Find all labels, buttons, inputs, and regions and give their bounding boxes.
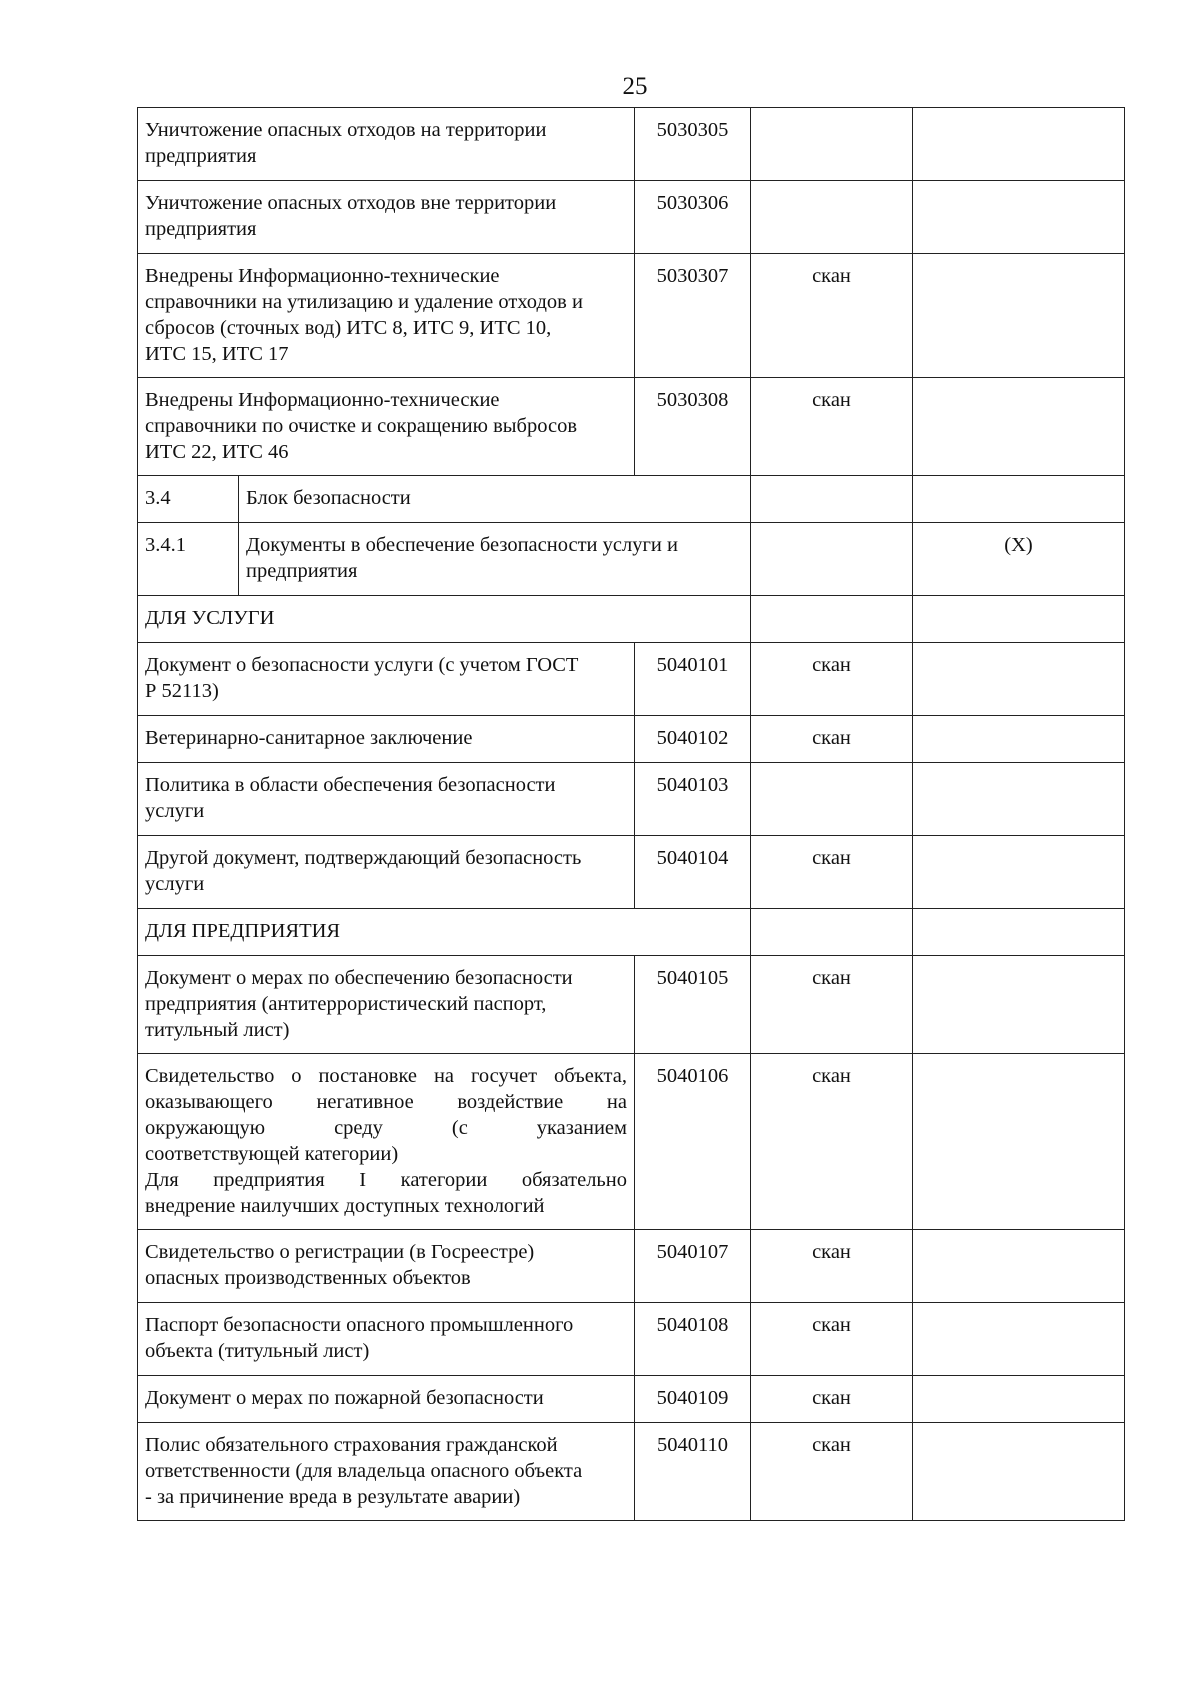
table-row [138,763,1125,836]
row-mark [913,1230,1125,1303]
row-doc-type: скан [751,378,913,476]
row-mark [913,1423,1125,1521]
section-title: Блок безопасности [239,476,751,523]
table-row [138,378,1125,476]
row-doc-type: скан [751,1054,913,1230]
row-code: 5040105 [635,956,751,1054]
row-code: 5030305 [635,108,751,181]
row-name: Полис обязательного страхования гражданской ответственности (для владельца опасного объекта - за причинение вреда в результате аварии) [138,1423,635,1521]
row-mark [913,1376,1125,1423]
row-doc-type: скан [751,1230,913,1303]
row-name: Свидетельство о регистрации (в Госреестре) опасных производственных объектов [138,1230,635,1303]
row-name: Политика в области обеспечения безопасности услуги [138,763,635,836]
row-doc-type: скан [751,836,913,909]
row-doc-type [751,108,913,181]
subsection-title: Документы в обеспечение безопасности услуги и предприятия [239,523,751,596]
row-mark [913,763,1125,836]
row-name: Уничтожение опасных отходов на территории предприятия [138,108,635,181]
table-row [138,956,1125,1054]
table-row [138,108,1125,181]
row-mark [913,1303,1125,1376]
row-doc-type [751,763,913,836]
row-doc-type [751,476,913,523]
row-doc-type: скан [751,956,913,1054]
row-name: Внедрены Информационно-технические справочники на утилизацию и удаление отходов и сбросов (сточных вод) ИТС 8, ИТС 9, ИТС 10, ИТС 15, ИТС 17 [138,254,635,378]
table-row [138,716,1125,763]
row-name: Документ о безопасности услуги (с учетом ГОСТ Р 52113) [138,643,635,716]
subsection-mark: (X) [913,523,1125,596]
page-number: 25 [622,73,648,100]
row-mark [913,254,1125,378]
row-mark [913,596,1125,643]
row-doc-type [751,596,913,643]
row-code: 5040106 [635,1054,751,1230]
row-name-line: соответствующей категории) [145,1143,399,1165]
table-row [138,1423,1125,1521]
table-row [138,836,1125,909]
row-doc-type [751,181,913,254]
row-name-line: Свидетельство о постановке на госучет объекта, [145,1065,627,1087]
table-row [138,1376,1125,1423]
row-name: Ветеринарно-санитарное заключение [138,716,635,763]
row-name: Паспорт безопасности опасного промышленного объекта (титульный лист) [138,1303,635,1376]
row-doc-type: скан [751,716,913,763]
row-doc-type [751,909,913,956]
row-mark [913,181,1125,254]
requirements-table [137,107,1125,1521]
subsection-number: 3.4.1 [138,523,239,596]
group-title-enterprise: ДЛЯ ПРЕДПРИЯТИЯ [138,909,751,956]
group-title-service: ДЛЯ УСЛУГИ [138,596,751,643]
row-code: 5030308 [635,378,751,476]
row-mark [913,1054,1125,1230]
group-row [138,909,1125,956]
row-doc-type: скан [751,643,913,716]
row-code: 5040104 [635,836,751,909]
row-mark [913,909,1125,956]
row-mark [913,716,1125,763]
table-row [138,254,1125,378]
row-code: 5030307 [635,254,751,378]
table-row [138,1054,1125,1230]
row-doc-type: скан [751,1423,913,1521]
row-code: 5040109 [635,1376,751,1423]
row-mark [913,378,1125,476]
row-doc-type [751,523,913,596]
row-doc-type: скан [751,1376,913,1423]
section-row [138,476,1125,523]
row-code: 5040101 [635,643,751,716]
row-name: Другой документ, подтверждающий безопасность услуги [138,836,635,909]
row-code: 5040103 [635,763,751,836]
table-row [138,643,1125,716]
row-name: Документ о мерах по пожарной безопасности [138,1376,635,1423]
row-name-line: Для предприятия I категории обязательно [145,1169,627,1191]
row-doc-type: скан [751,254,913,378]
row-name-line: внедрение наилучших доступных технологий [145,1195,545,1217]
row-name [138,1054,635,1230]
row-code: 5040102 [635,716,751,763]
row-name: Внедрены Информационно-технические справочники по очистке и сокращению выбросов ИТС 22, ИТС 46 [138,378,635,476]
row-mark [913,836,1125,909]
subsection-row [138,523,1125,596]
table-row [138,1230,1125,1303]
row-mark [913,956,1125,1054]
group-row [138,596,1125,643]
row-name: Документ о мерах по обеспечению безопасности предприятия (антитеррористический паспорт, титульный лист) [138,956,635,1054]
table-row [138,1303,1125,1376]
row-mark [913,476,1125,523]
row-mark [913,108,1125,181]
row-code: 5040110 [635,1423,751,1521]
row-doc-type: скан [751,1303,913,1376]
table-row [138,181,1125,254]
row-code: 5030306 [635,181,751,254]
row-mark [913,643,1125,716]
row-name-line: оказывающего негативное воздействие на [145,1091,627,1113]
row-name-line: окружающую среду (с указанием [145,1117,627,1139]
row-code: 5040108 [635,1303,751,1376]
section-number: 3.4 [138,476,239,523]
row-name: Уничтожение опасных отходов вне территории предприятия [138,181,635,254]
row-code: 5040107 [635,1230,751,1303]
